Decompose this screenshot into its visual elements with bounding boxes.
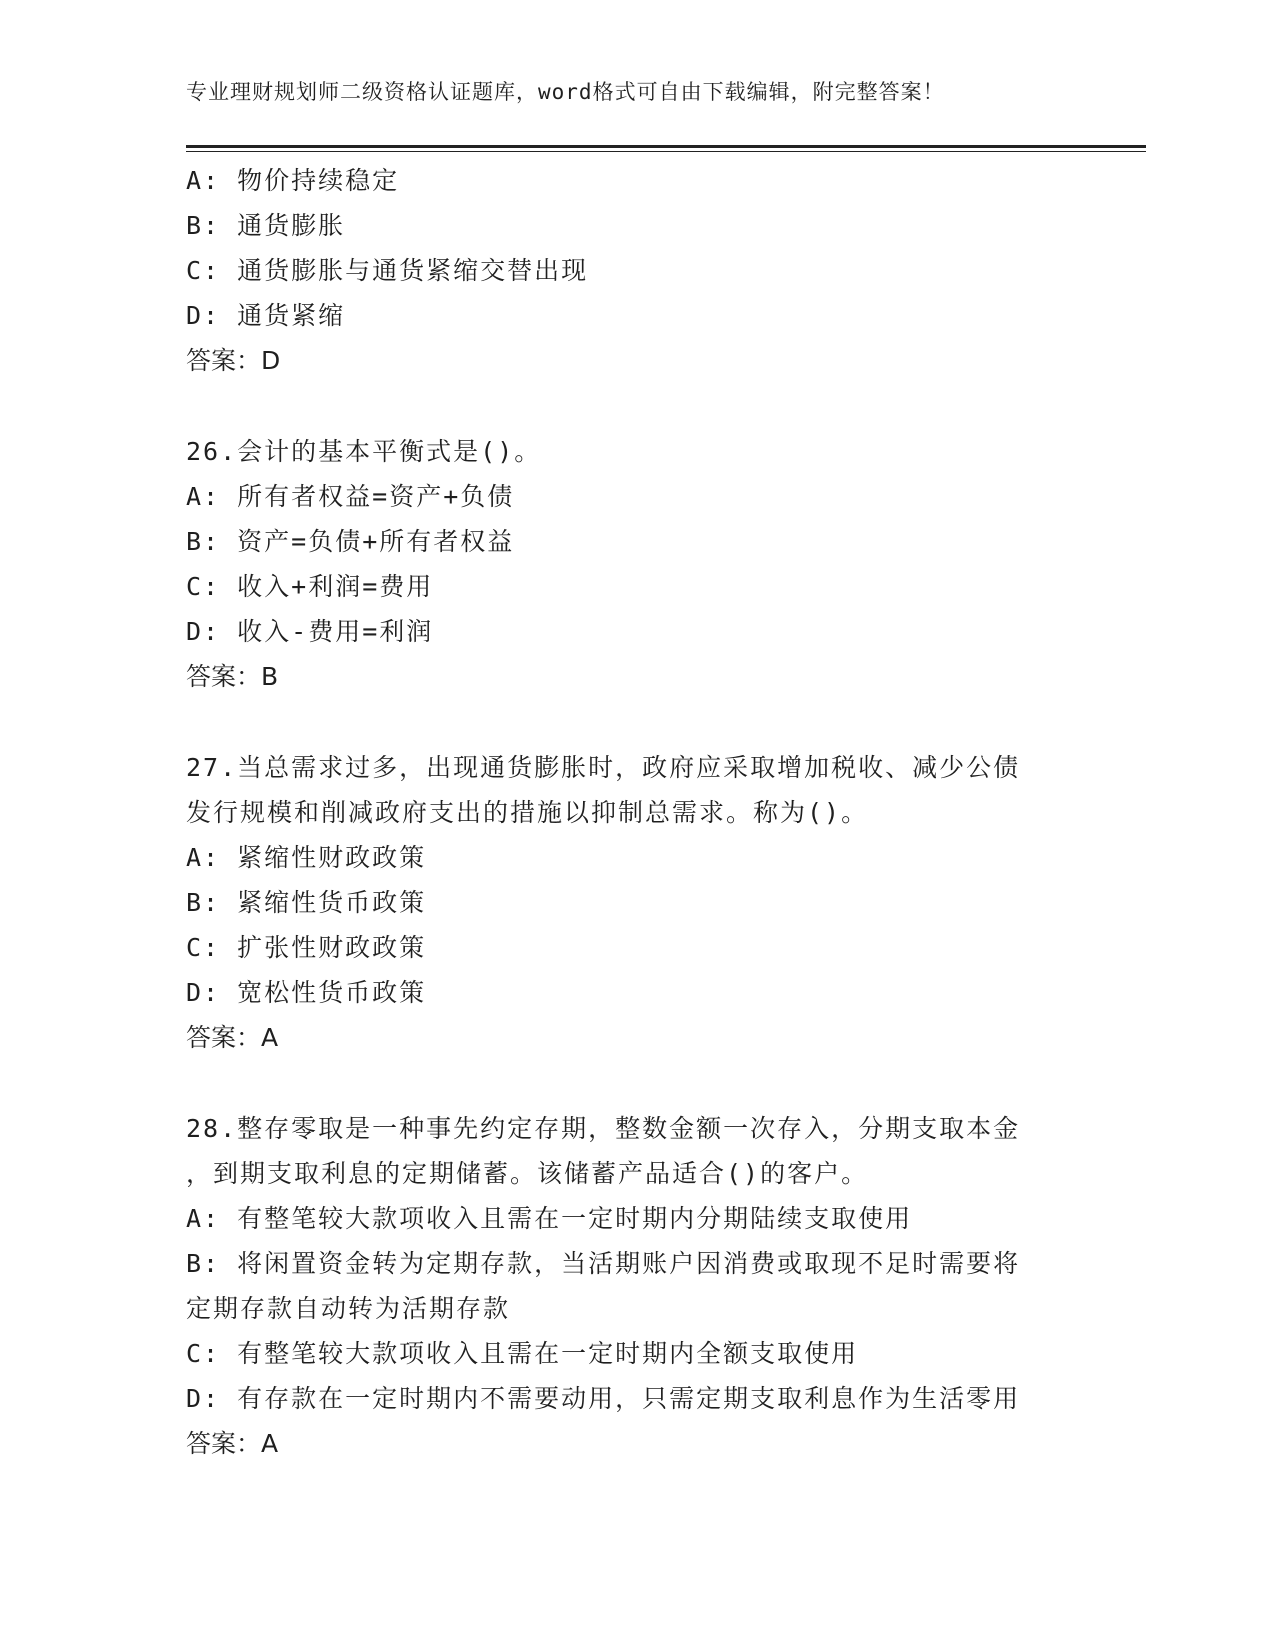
question-stem: 26.会计的基本平衡式是()。	[186, 437, 542, 466]
option-d: D: 宽松性货币政策	[186, 978, 427, 1007]
option-b: B: 将闲置资金转为定期存款，当活期账户因消费或取现不足时需要将	[186, 1249, 1021, 1278]
header-rule-thin	[186, 151, 1146, 152]
option-d: D: 收入-费用=利润	[186, 617, 434, 646]
question-stem-continued: 发行规模和削减政府支出的措施以抑制总需求。称为()。	[186, 798, 869, 827]
option-b: B: 资产=负债+所有者权益	[186, 527, 515, 556]
question-25	[186, 158, 1086, 383]
question-26	[186, 429, 1086, 699]
option-d: D: 有存款在一定时期内不需要动用，只需定期支取利息作为生活零用	[186, 1384, 1021, 1413]
question-stem: 27.当总需求过多，出现通货膨胀时，政府应采取增加税收、减少公债	[186, 753, 1021, 782]
option-a: A: 所有者权益=资产+负债	[186, 482, 515, 511]
option-a: A: 有整笔较大款项收入且需在一定时期内分期陆续支取使用	[186, 1204, 913, 1233]
answer-line: 答案：D	[186, 346, 281, 375]
spacer	[186, 699, 1086, 745]
answer-line: 答案：B	[186, 662, 279, 691]
question-27	[186, 745, 1086, 1060]
spacer	[186, 383, 1086, 429]
option-b: B: 紧缩性货币政策	[186, 888, 427, 917]
option-a: A: 紧缩性财政政策	[186, 843, 427, 872]
question-28	[186, 1106, 1086, 1466]
page-header: 专业理财规划师二级资格认证题库，word格式可自由下载编辑，附完整答案！	[186, 80, 945, 104]
option-c: C: 通货膨胀与通货紧缩交替出现	[186, 256, 589, 285]
spacer	[186, 1060, 1086, 1106]
option-d: D: 通货紧缩	[186, 301, 346, 330]
option-b: B: 通货膨胀	[186, 211, 346, 240]
option-a: A: 物价持续稳定	[186, 166, 400, 195]
answer-line: 答案：A	[186, 1429, 279, 1458]
question-stem-continued: ，到期支取利息的定期储蓄。该储蓄产品适合()的客户。	[186, 1159, 869, 1188]
option-c: C: 收入+利润=费用	[186, 572, 434, 601]
option-c: C: 有整笔较大款项收入且需在一定时期内全额支取使用	[186, 1339, 859, 1368]
header-rule-thick	[186, 145, 1146, 148]
option-b-continued: 定期存款自动转为活期存款	[186, 1294, 511, 1323]
question-list	[186, 158, 1086, 1466]
question-stem: 28.整存零取是一种事先约定存期，整数金额一次存入，分期支取本金	[186, 1114, 1021, 1143]
option-c: C: 扩张性财政政策	[186, 933, 427, 962]
answer-line: 答案：A	[186, 1023, 279, 1052]
